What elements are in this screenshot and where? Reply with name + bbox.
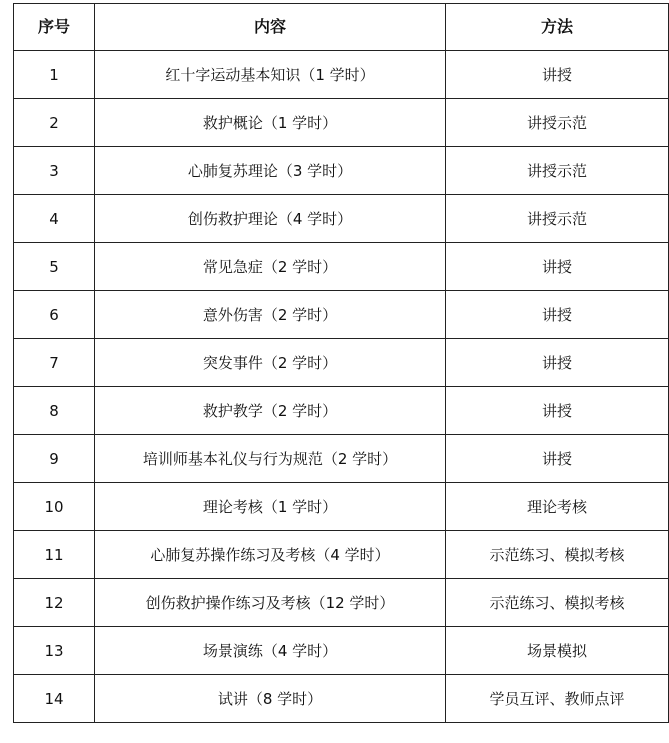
table-row <box>14 195 669 243</box>
cell-method: 讲授 <box>446 291 669 339</box>
cell-method: 讲授 <box>446 243 669 291</box>
table-row <box>14 243 669 291</box>
table-row <box>14 531 669 579</box>
cell-content: 场景演练（4 学时） <box>95 627 446 675</box>
cell-number: 9 <box>14 435 95 483</box>
cell-number: 10 <box>14 483 95 531</box>
header-number: 序号 <box>14 4 95 51</box>
cell-content: 创伤救护操作练习及考核（12 学时） <box>95 579 446 627</box>
cell-number: 4 <box>14 195 95 243</box>
cell-method: 讲授示范 <box>446 195 669 243</box>
cell-method: 讲授 <box>446 339 669 387</box>
cell-content: 救护教学（2 学时） <box>95 387 446 435</box>
cell-number: 1 <box>14 51 95 99</box>
cell-content: 红十字运动基本知识（1 学时） <box>95 51 446 99</box>
table-row <box>14 675 669 723</box>
cell-number: 13 <box>14 627 95 675</box>
cell-content: 试讲（8 学时） <box>95 675 446 723</box>
cell-method: 讲授 <box>446 51 669 99</box>
cell-number: 6 <box>14 291 95 339</box>
cell-content: 突发事件（2 学时） <box>95 339 446 387</box>
cell-number: 5 <box>14 243 95 291</box>
cell-content: 创伤救护理论（4 学时） <box>95 195 446 243</box>
cell-content: 常见急症（2 学时） <box>95 243 446 291</box>
cell-number: 8 <box>14 387 95 435</box>
cell-method: 讲授 <box>446 387 669 435</box>
cell-number: 3 <box>14 147 95 195</box>
table-row <box>14 147 669 195</box>
table-row <box>14 627 669 675</box>
cell-method: 场景模拟 <box>446 627 669 675</box>
table-row <box>14 291 669 339</box>
cell-content: 救护概论（1 学时） <box>95 99 446 147</box>
table-row <box>14 483 669 531</box>
header-content: 内容 <box>95 4 446 51</box>
cell-number: 14 <box>14 675 95 723</box>
cell-method: 讲授示范 <box>446 99 669 147</box>
cell-number: 12 <box>14 579 95 627</box>
cell-content: 培训师基本礼仪与行为规范（2 学时） <box>95 435 446 483</box>
table-row <box>14 339 669 387</box>
table-header-row <box>14 4 669 51</box>
table-row <box>14 51 669 99</box>
cell-method: 示范练习、模拟考核 <box>446 579 669 627</box>
header-method: 方法 <box>446 4 669 51</box>
table-row <box>14 387 669 435</box>
table-row <box>14 435 669 483</box>
course-table-container <box>13 3 668 723</box>
cell-number: 2 <box>14 99 95 147</box>
cell-number: 7 <box>14 339 95 387</box>
cell-content: 心肺复苏操作练习及考核（4 学时） <box>95 531 446 579</box>
cell-method: 讲授 <box>446 435 669 483</box>
cell-number: 11 <box>14 531 95 579</box>
table-row <box>14 99 669 147</box>
cell-content: 意外伤害（2 学时） <box>95 291 446 339</box>
cell-method: 学员互评、教师点评 <box>446 675 669 723</box>
cell-content: 心肺复苏理论（3 学时） <box>95 147 446 195</box>
course-table <box>13 3 669 723</box>
cell-method: 理论考核 <box>446 483 669 531</box>
cell-content: 理论考核（1 学时） <box>95 483 446 531</box>
cell-method: 示范练习、模拟考核 <box>446 531 669 579</box>
cell-method: 讲授示范 <box>446 147 669 195</box>
table-row <box>14 579 669 627</box>
